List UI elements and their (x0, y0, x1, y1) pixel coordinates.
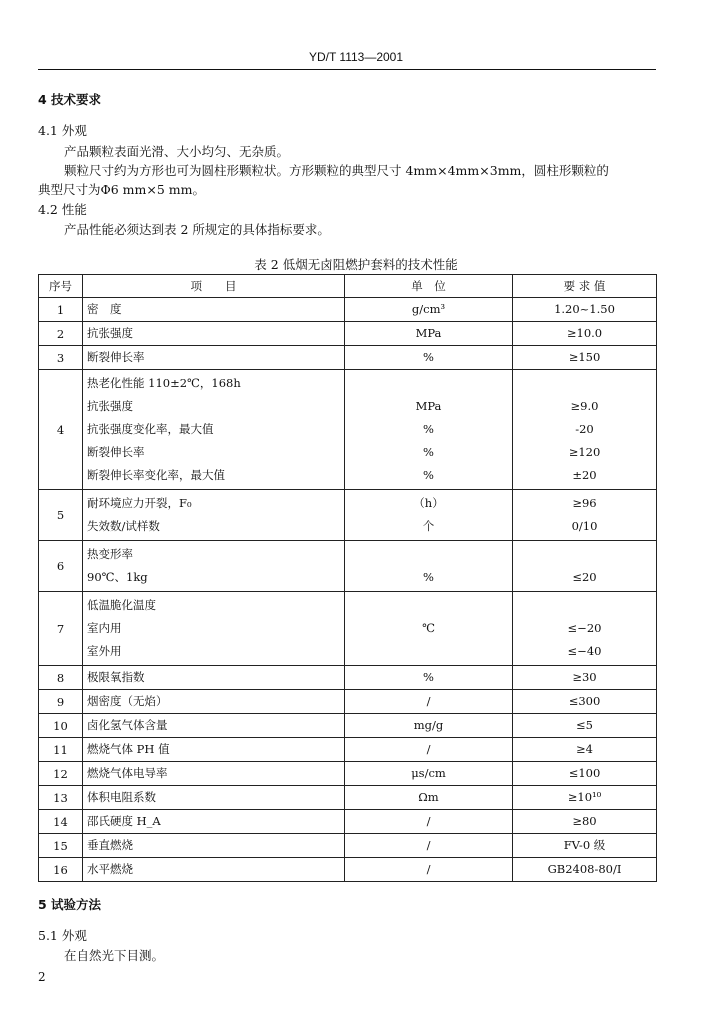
row-unit-cell (345, 298, 513, 322)
row-unit-cell (345, 762, 513, 786)
row-value: ≤20 (572, 570, 597, 584)
section-4-title: 4 技术要求 (38, 92, 102, 107)
row-value-cell (513, 714, 657, 738)
row-value-cell (513, 490, 657, 541)
section-5-1-para-1: 在自然光下目测。 (64, 948, 165, 963)
row-number: 3 (39, 346, 83, 370)
row-number: 1 (39, 298, 83, 322)
row-item: 水平燃烧 (87, 862, 133, 876)
table-row (39, 762, 657, 786)
row-number: 8 (39, 666, 83, 690)
row-number: 12 (39, 762, 83, 786)
row-item-cell (83, 738, 345, 762)
row-value: 0/10 (571, 519, 598, 533)
row-unit-cell (345, 714, 513, 738)
row-value: ≤−40 (567, 644, 602, 658)
row-item: 垂直燃烧 (87, 838, 133, 852)
section-4-1-para-2a: 颗粒尺寸约为方形也可为圆柱形颗粒状。方形颗粒的典型尺寸 4mm×4mm×3mm，圆柱形颗粒的 (64, 163, 609, 178)
row-unit: ℃ (422, 621, 435, 635)
table-row (39, 541, 657, 592)
row-item: 90℃、1kg (87, 570, 148, 584)
table-row (39, 714, 657, 738)
table-row (39, 592, 657, 666)
row-item: 抗张强度 (87, 399, 133, 413)
row-item: 断裂伸长率变化率，最大值 (87, 468, 225, 482)
row-value-cell (513, 541, 657, 592)
row-item: 断裂伸长率 (87, 350, 145, 364)
section-5-title: 5 试验方法 (38, 897, 102, 912)
row-value-cell (513, 322, 657, 346)
row-unit-cell (345, 690, 513, 714)
row-item-cell (83, 490, 345, 541)
row-unit (349, 640, 508, 663)
row-number: 16 (39, 858, 83, 882)
row-value-cell (513, 738, 657, 762)
row-value-cell (513, 298, 657, 322)
row-item-cell (83, 370, 345, 490)
table-body (39, 298, 657, 882)
row-unit: MPa (415, 399, 442, 413)
row-number: 9 (39, 690, 83, 714)
row-unit (349, 372, 508, 395)
table-row (39, 666, 657, 690)
row-unit: 个 (422, 519, 435, 533)
row-value (517, 594, 652, 617)
row-unit: % (423, 350, 434, 364)
row-item-cell (83, 666, 345, 690)
row-value-cell (513, 346, 657, 370)
row-unit-cell (345, 490, 513, 541)
table-row (39, 786, 657, 810)
row-number: 10 (39, 714, 83, 738)
row-item: 燃烧气体电导率 (87, 766, 168, 780)
row-item-cell (83, 541, 345, 592)
row-unit: MPa (415, 326, 442, 340)
header-unit: 单 位 (345, 275, 513, 298)
row-item: 断裂伸长率 (87, 445, 145, 459)
section-4-2-para-1: 产品性能必须达到表 2 所规定的具体指标要求。 (64, 222, 330, 237)
table-row (39, 490, 657, 541)
section-5-1-title: 5.1 外观 (38, 928, 87, 943)
row-item: 低温脆化温度 (87, 598, 156, 612)
row-item-cell (83, 322, 345, 346)
header-value: 要 求 值 (513, 275, 657, 298)
row-number: 5 (39, 490, 83, 541)
row-value: FV-0 级 (563, 838, 606, 852)
table-row (39, 738, 657, 762)
row-unit-cell (345, 738, 513, 762)
row-unit-cell (345, 666, 513, 690)
row-value: ≥120 (568, 445, 601, 459)
row-item-cell (83, 346, 345, 370)
row-unit: g/cm³ (411, 302, 446, 316)
row-number: 15 (39, 834, 83, 858)
row-item-cell (83, 690, 345, 714)
table-row (39, 298, 657, 322)
row-number: 11 (39, 738, 83, 762)
row-unit: % (423, 468, 434, 482)
row-item: 密 度 (87, 302, 122, 316)
row-item: 邵氏硬度 H_A (87, 814, 161, 828)
row-item-cell (83, 592, 345, 666)
row-unit: % (423, 670, 434, 684)
row-value-cell (513, 592, 657, 666)
row-value-cell (513, 810, 657, 834)
page-number: 2 (38, 970, 46, 984)
row-item: 耐环境应力开裂，F₀ (87, 496, 192, 510)
row-value: -20 (575, 422, 594, 436)
row-value: ≤−20 (567, 621, 602, 635)
row-item-cell (83, 786, 345, 810)
row-unit-cell (345, 541, 513, 592)
spec-table (38, 274, 657, 882)
table-caption: 表 2 低烟无卤阻燃护套料的技术性能 (254, 257, 458, 272)
row-item: 抗张强度 (87, 326, 133, 340)
row-number: 14 (39, 810, 83, 834)
table-row (39, 690, 657, 714)
header-item: 项 目 (83, 275, 345, 298)
row-item: 卤化氢气体含量 (87, 718, 168, 732)
row-item: 热老化性能 110±2℃，168h (87, 376, 241, 390)
row-item-cell (83, 762, 345, 786)
document-code: YD/T 1113—2001 (308, 50, 404, 64)
table-row (39, 858, 657, 882)
table-row (39, 810, 657, 834)
row-item: 燃烧气体 PH 值 (87, 742, 170, 756)
row-unit-cell (345, 786, 513, 810)
header-no: 序号 (39, 275, 83, 298)
row-value: ≥80 (572, 814, 597, 828)
row-value: ≤300 (568, 694, 601, 708)
row-value: GB2408-80/I (547, 862, 622, 876)
row-number: 4 (39, 370, 83, 490)
row-value-cell (513, 762, 657, 786)
header-rule (38, 69, 656, 70)
row-unit: / (426, 862, 431, 876)
row-number: 6 (39, 541, 83, 592)
row-unit: / (426, 694, 431, 708)
row-item: 室外用 (87, 644, 122, 658)
row-unit: / (426, 838, 431, 852)
row-unit: （h） (413, 496, 444, 510)
row-value: ≥10.0 (566, 326, 603, 340)
row-value (517, 372, 652, 395)
row-unit-cell (345, 858, 513, 882)
row-unit: % (423, 445, 434, 459)
row-value: ±20 (572, 468, 597, 482)
table-row (39, 834, 657, 858)
row-value: ≥4 (576, 742, 593, 756)
row-item: 体积电阻系数 (87, 790, 156, 804)
section-4-2-title: 4.2 性能 (38, 202, 87, 217)
row-unit: mg/g (413, 718, 444, 732)
row-value: ≥150 (568, 350, 601, 364)
row-value-cell (513, 786, 657, 810)
row-item-cell (83, 298, 345, 322)
row-unit: % (423, 570, 434, 584)
row-item-cell (83, 714, 345, 738)
row-value: 1.20~1.50 (554, 302, 615, 316)
row-unit (349, 594, 508, 617)
row-item: 室内用 (87, 621, 122, 635)
row-number: 13 (39, 786, 83, 810)
row-item: 抗张强度变化率，最大值 (87, 422, 214, 436)
row-item-cell (83, 834, 345, 858)
row-value: ≤5 (576, 718, 593, 732)
table-row (39, 322, 657, 346)
table-row (39, 370, 657, 490)
table-header-row (39, 275, 657, 298)
row-value-cell (513, 690, 657, 714)
row-unit-cell (345, 810, 513, 834)
row-item: 热变形率 (87, 547, 133, 561)
row-value: ≥96 (572, 496, 597, 510)
row-value-cell (513, 858, 657, 882)
row-item-cell (83, 858, 345, 882)
row-unit-cell (345, 592, 513, 666)
section-4-1-title: 4.1 外观 (38, 123, 87, 138)
table-row (39, 346, 657, 370)
row-item: 失效数/试样数 (87, 519, 160, 533)
row-item: 烟密度（无焰） (87, 694, 168, 708)
row-number: 7 (39, 592, 83, 666)
row-number: 2 (39, 322, 83, 346)
section-4-1-para-2b: 典型尺寸为Φ6 mm×5 mm。 (38, 182, 205, 197)
row-value-cell (513, 370, 657, 490)
row-unit: Ωm (418, 790, 439, 804)
row-unit (349, 543, 508, 566)
row-value (517, 543, 652, 566)
row-value-cell (513, 834, 657, 858)
row-unit: / (426, 814, 431, 828)
row-unit-cell (345, 834, 513, 858)
row-value: ≥9.0 (570, 399, 599, 413)
row-unit: / (426, 742, 431, 756)
row-unit-cell (345, 346, 513, 370)
row-value-cell (513, 666, 657, 690)
row-unit-cell (345, 322, 513, 346)
section-4-1-para-1: 产品颗粒表面光滑、大小均匀、无杂质。 (64, 144, 290, 159)
row-unit: % (423, 422, 434, 436)
row-unit: μs/cm (411, 766, 446, 780)
row-value: ≥30 (572, 670, 597, 684)
row-item: 极限氧指数 (87, 670, 145, 684)
row-value: ≥10¹⁰ (567, 790, 602, 804)
row-value: ≤100 (568, 766, 601, 780)
row-item-cell (83, 810, 345, 834)
row-unit-cell (345, 370, 513, 490)
